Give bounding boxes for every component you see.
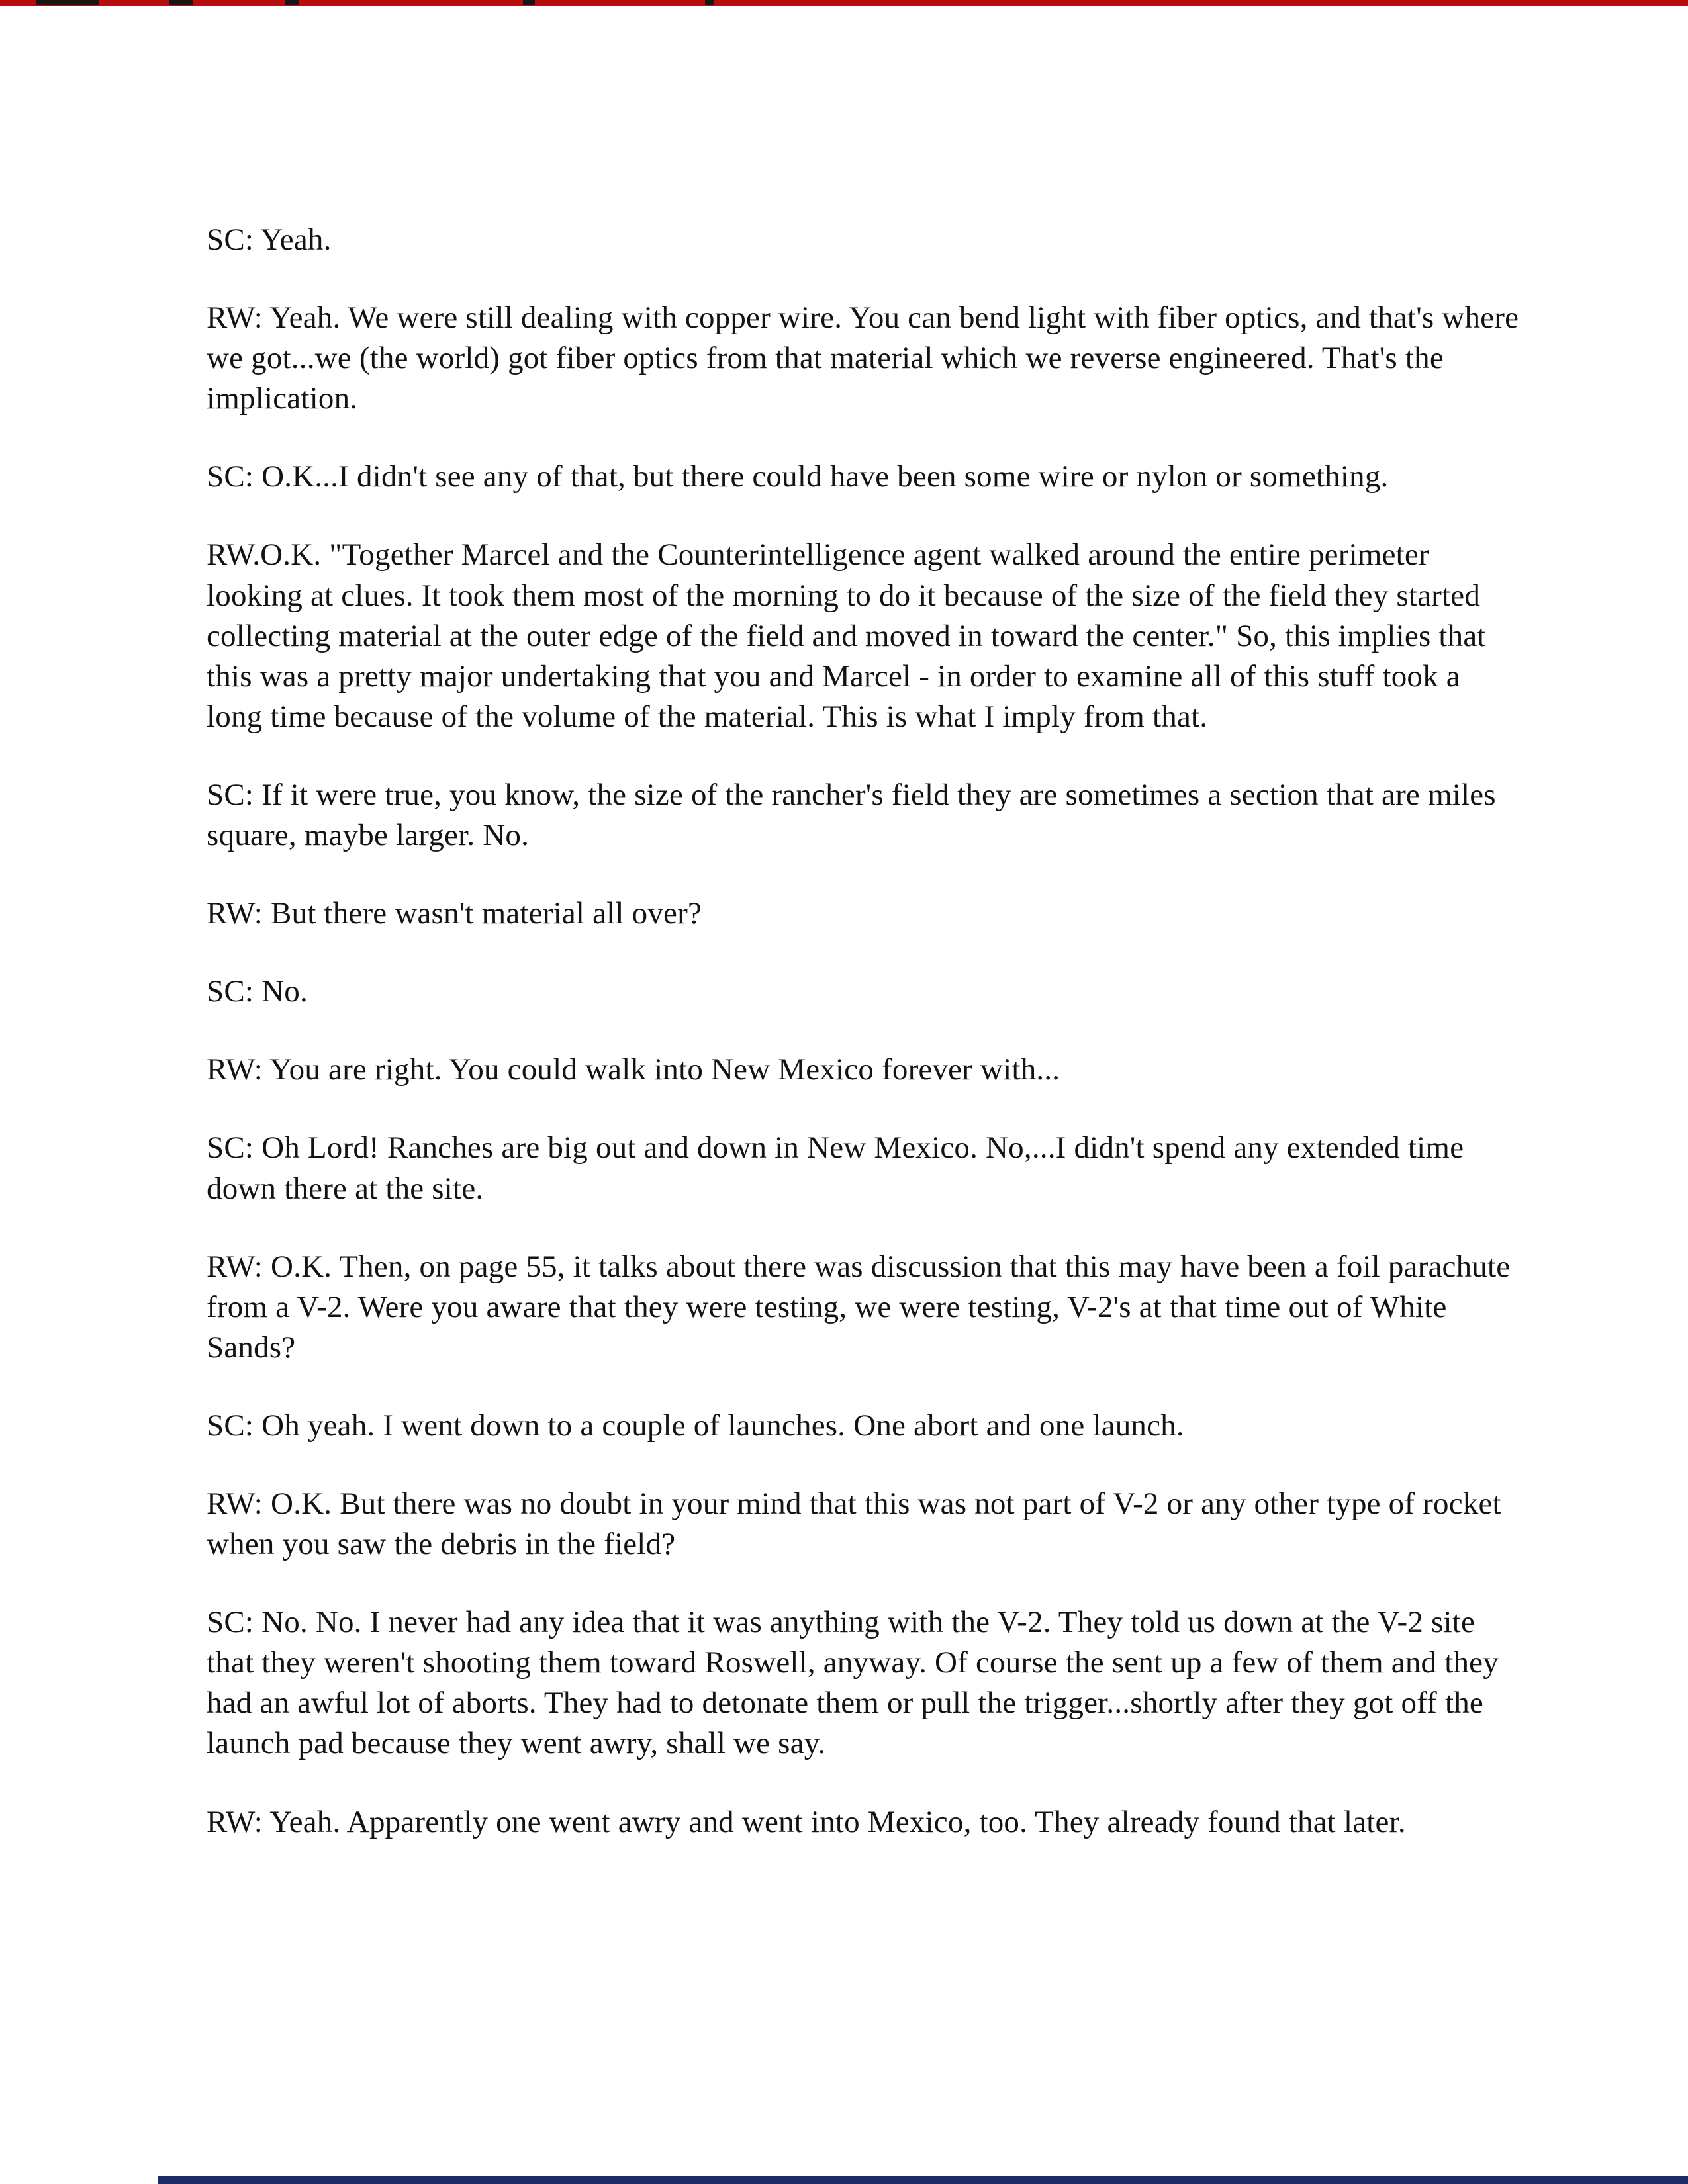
transcript-paragraph: SC: No. No. I never had any idea that it was anything with the V-2. They told us down at the V-2 site that they weren't shooting them toward Roswell, anyway. Of course the sent up a few of them and they had an awful lot of aborts. They had to detonate them or pull the trigger...shortly after they got off the launch pad because they went awry, shall we say. <box>207 1605 1499 1761</box>
transcript-paragraph: RW: O.K. Then, on page 55, it talks about there was discussion that this may have been a foil parachute from a V-2. Were you aware that they were testing, we were testing, V-2's at that time out of White Sands? <box>207 1249 1511 1365</box>
transcript-paragraph: RW.O.K. "Together Marcel and the Counterintelligence agent walked around the entire perimeter looking at clues. It took them most of the morning to do it because of the size of the field they started collecting material at the outer edge of the field and moved in toward the center." So, this implies that this was a pretty major undertaking that you and Marcel - in order to examine all of this stuff took a long time because of the volume of the material. This is what I imply from that. <box>207 537 1486 734</box>
scan-noise-mark <box>523 0 535 5</box>
scan-edge-bottom-strip <box>158 2176 1688 2184</box>
scan-edge-top-strip <box>0 0 1688 6</box>
transcript <box>207 220 1521 1880</box>
scan-noise-mark <box>705 0 714 5</box>
transcript-paragraph: SC: If it were true, you know, the size of the rancher's field they are sometimes a section that are miles square, maybe larger. No. <box>207 777 1496 853</box>
transcript-paragraph: SC: Oh Lord! Ranches are big out and down in New Mexico. No,...I didn't spend any extended time down there at the site. <box>207 1130 1464 1206</box>
scan-noise-mark <box>36 0 99 5</box>
scan-noise-mark <box>169 0 193 5</box>
transcript-paragraph: SC: Oh yeah. I went down to a couple of launches. One abort and one launch. <box>207 1408 1184 1443</box>
transcript-paragraph: RW: Yeah. We were still dealing with copper wire. You can bend light with fiber optics, and that's where we got...we (the world) got fiber optics from that material which we reverse engineered. That's the implication. <box>207 300 1519 416</box>
scan-noise-mark <box>285 0 299 5</box>
transcript-paragraph: RW: But there wasn't material all over? <box>207 896 702 931</box>
transcript-paragraph: SC: No. <box>207 974 308 1009</box>
transcript-paragraph: RW: You are right. You could walk into New Mexico forever with... <box>207 1052 1060 1087</box>
transcript-paragraph: SC: Yeah. <box>207 222 332 257</box>
transcript-paragraph: SC: O.K...I didn't see any of that, but there could have been some wire or nylon or something. <box>207 459 1389 494</box>
transcript-paragraph: RW: O.K. But there was no doubt in your mind that this was not part of V-2 or any other type of rocket when you saw the debris in the field? <box>207 1486 1501 1562</box>
transcript-paragraph: RW: Yeah. Apparently one went awry and went into Mexico, too. They already found that later. <box>207 1804 1406 1839</box>
